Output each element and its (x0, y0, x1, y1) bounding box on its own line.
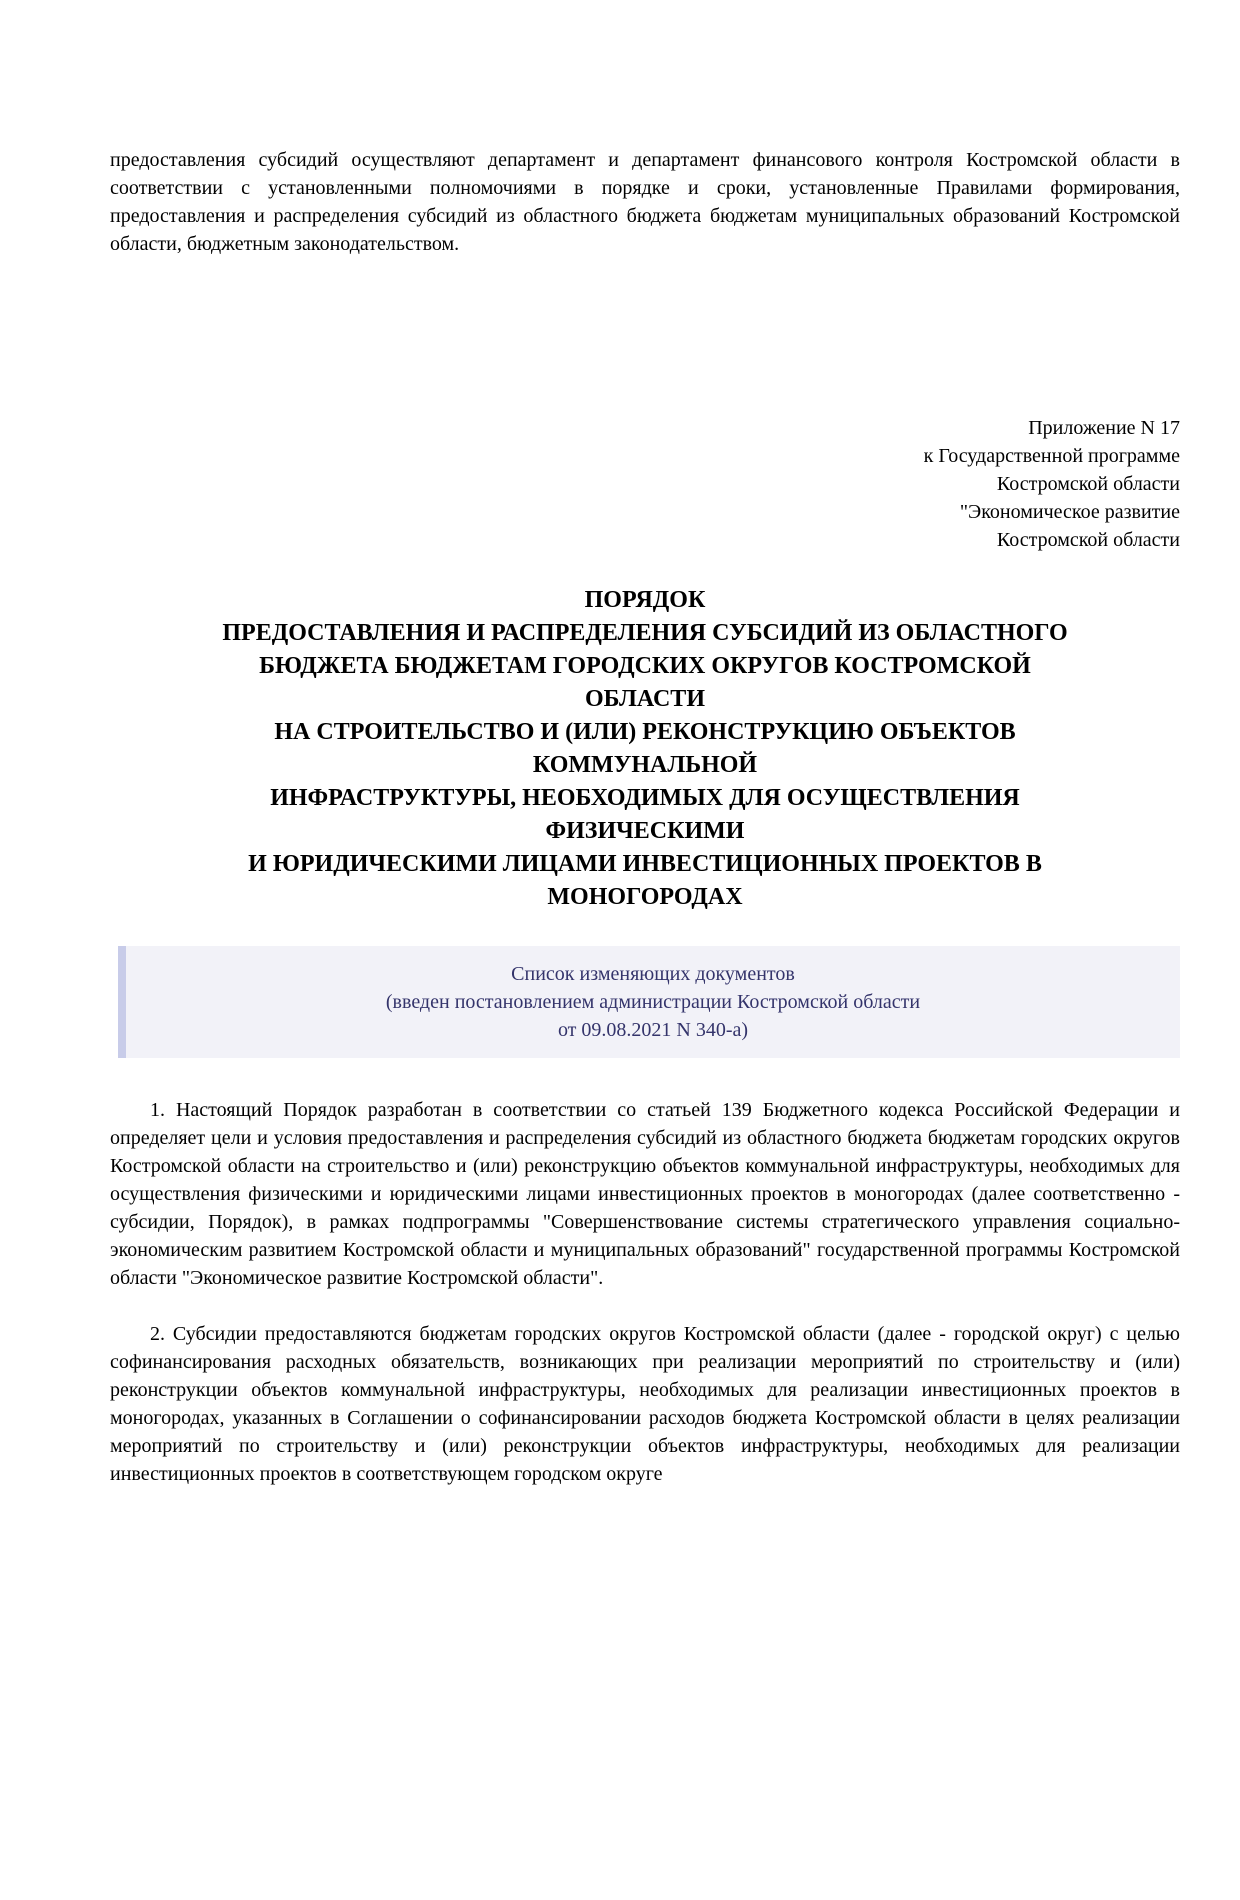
annex-line: к Государственной программе (923, 445, 1180, 467)
annex-line: "Экономическое развитие (959, 501, 1180, 523)
paragraph-2: 2. Субсидии предоставляются бюджетам городских округов Костромской области (далее - городской округ) с целью софинансирования расходных обязательств, возникающих при реализации мероприятий по строительству и (или) реконструкции объектов коммунальной инфраструктуры, необходимых для реализации инвестиционных проектов в моногородах, указанных в Соглашении о софинансировании расходов бюджета Костромской области в целях реализации мероприятий по строительству и (или) реконструкции объектов инфраструктуры, необходимых для реализации инвестиционных проектов в соответствующем городском округе (110, 1323, 1180, 1485)
title-line: ИНФРАСТРУКТУРЫ, НЕОБХОДИМЫХ ДЛЯ ОСУЩЕСТВЛЕНИЯ (270, 785, 1020, 811)
document-title (110, 584, 1180, 914)
title-line: И ЮРИДИЧЕСКИМИ ЛИЦАМИ ИНВЕСТИЦИОННЫХ ПРОЕКТОВ В (248, 851, 1042, 877)
paragraph-1: 1. Настоящий Порядок разработан в соответствии со статьей 139 Бюджетного кодекса Российской Федерации и определяет цели и условия предоставления и распределения субсидий из областного бюджета бюджетам городских округов Костромской области на строительство и (или) реконструкцию объектов коммунальной инфраструктуры, необходимых для осуществления физическими и юридическими лицами инвестиционных проектов в моногородах (далее соответственно - субсидии, Порядок), в рамках подпрограммы "Совершенствование системы стратегического управления социально-экономическим развитием Костромской области и муниципальных образований" государственной программы Костромской области "Экономическое развитие Костромской области". (110, 1099, 1180, 1289)
annex-line: Костромской области (996, 473, 1180, 495)
annex-line: Приложение N 17 (1028, 417, 1180, 439)
title-line: КОММУНАЛЬНОЙ (532, 752, 758, 778)
annex-line: Костромской области (996, 529, 1180, 551)
title-line: МОНОГОРОДАХ (547, 884, 743, 910)
document-page (0, 146, 1240, 1900)
title-line: ПОРЯДОК (584, 587, 706, 613)
amendments-note-box (118, 946, 1180, 1058)
title-line: НА СТРОИТЕЛЬСТВО И (ИЛИ) РЕКОНСТРУКЦИЮ ОБЪЕКТОВ (274, 719, 1016, 745)
amendments-line: Список изменяющих документов (511, 963, 795, 985)
title-line: БЮДЖЕТА БЮДЖЕТАМ ГОРОДСКИХ ОКРУГОВ КОСТРОМСКОЙ (259, 653, 1031, 679)
title-line: ПРЕДОСТАВЛЕНИЯ И РАСПРЕДЕЛЕНИЯ СУБСИДИЙ ИЗ ОБЛАСТНОГО (222, 620, 1068, 646)
title-line: ОБЛАСТИ (585, 686, 705, 712)
title-line: ФИЗИЧЕСКИМИ (545, 818, 745, 844)
amendments-line: от 09.08.2021 N 340-а) (557, 1019, 749, 1041)
annex-reference-block (110, 414, 1180, 554)
intro-paragraph: предоставления субсидий осуществляют департамент и департамент финансового контроля Костромской области в соответствии с установленными полномочиями в порядке и сроки, установленные Правилами формирования, предоставления и распределения субсидий из областного бюджета бюджетам муниципальных образований Костромской области, бюджетным законодательством. (110, 149, 1180, 255)
amendments-line: (введен постановлением администрации Костромской области (385, 991, 921, 1013)
